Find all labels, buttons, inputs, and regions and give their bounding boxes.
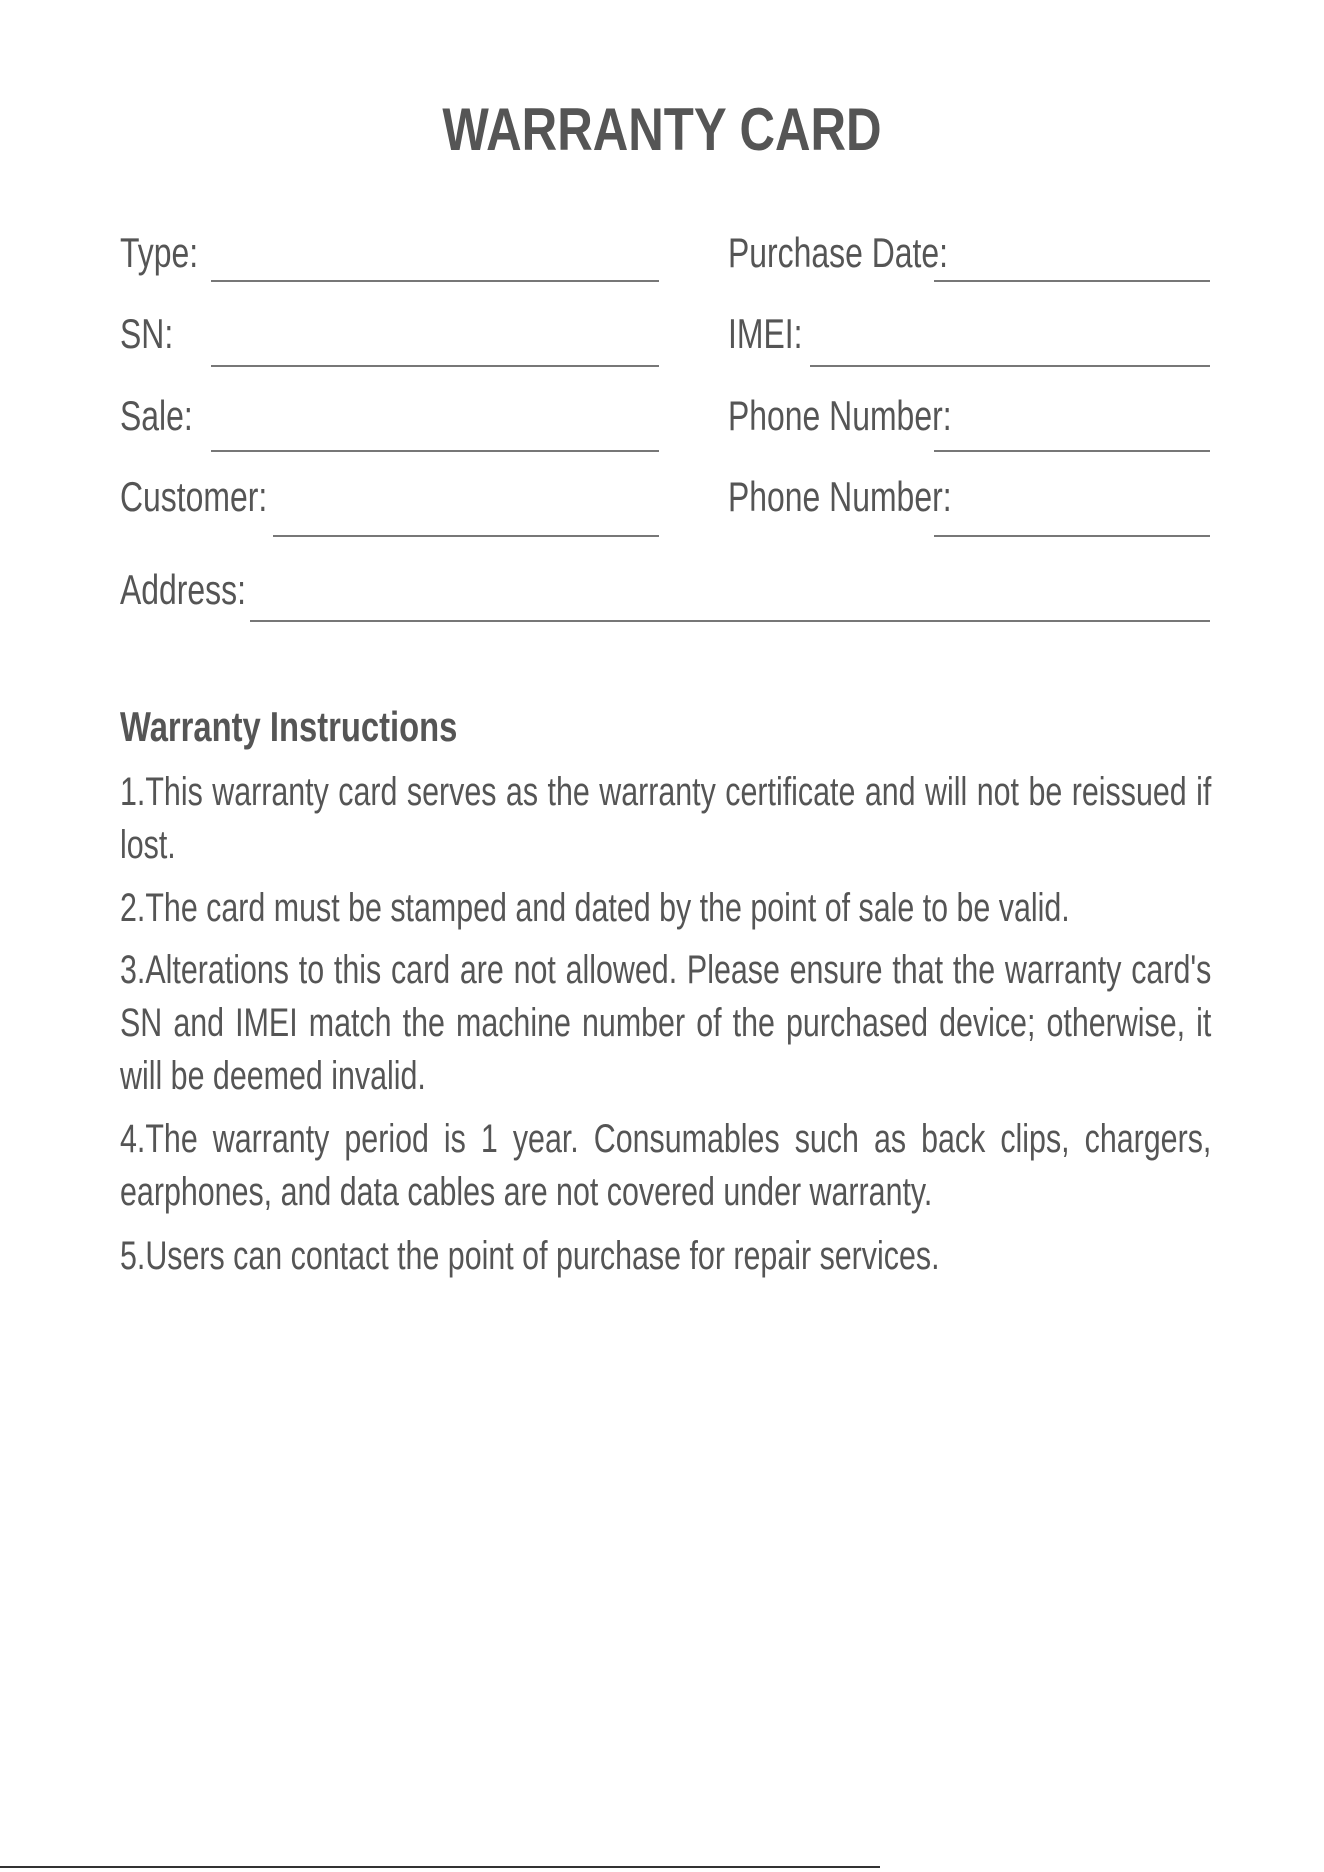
sale-field[interactable]	[211, 450, 659, 452]
instruction-text-4: 4.The warranty period is 1 year. Consumables such as back clips, chargers, earphones, and data cables are not covered under warranty.	[120, 1117, 1212, 1214]
instruction-item	[120, 882, 1212, 935]
address-label: Address:	[120, 566, 246, 613]
sale-phone-label: Phone Number:	[728, 392, 952, 439]
instruction-item	[120, 944, 1212, 1103]
instruction-text-3: 3.Alterations to this card are not allowed. Please ensure that the warranty card's SN and IMEI match the machine number of the purchased device; otherwise, it will be deemed invalid.	[120, 948, 1212, 1098]
imei-label: IMEI:	[728, 310, 803, 357]
customer-phone-label: Phone Number:	[728, 473, 952, 520]
customer-label: Customer:	[120, 473, 268, 520]
sale-phone-field[interactable]	[934, 450, 1210, 452]
imei-field[interactable]	[810, 365, 1210, 367]
instruction-text-5: 5.Users can contact the point of purchase for repair services.	[120, 1234, 940, 1278]
bottom-divider	[0, 1866, 880, 1868]
type-label: Type:	[120, 229, 199, 276]
customer-field[interactable]	[273, 535, 659, 537]
purchase-date-field[interactable]	[934, 280, 1210, 282]
customer-phone-field[interactable]	[934, 535, 1210, 537]
page-title: WARRANTY CARD	[442, 96, 882, 163]
purchase-date-label: Purchase Date:	[728, 229, 949, 276]
instruction-item	[120, 1113, 1212, 1219]
instruction-item	[120, 1230, 1212, 1283]
sn-label: SN:	[120, 310, 174, 357]
instruction-text-2: 2.The card must be stamped and dated by the point of sale to be valid.	[120, 886, 1070, 930]
address-field[interactable]	[250, 620, 1210, 622]
sn-field[interactable]	[211, 365, 659, 367]
instruction-item	[120, 766, 1212, 872]
type-field[interactable]	[211, 280, 659, 282]
instructions-heading: Warranty Instructions	[120, 703, 458, 750]
sale-label: Sale:	[120, 392, 193, 439]
instruction-text-1: 1.This warranty card serves as the warranty certificate and will not be reissued if lost.	[120, 770, 1212, 867]
